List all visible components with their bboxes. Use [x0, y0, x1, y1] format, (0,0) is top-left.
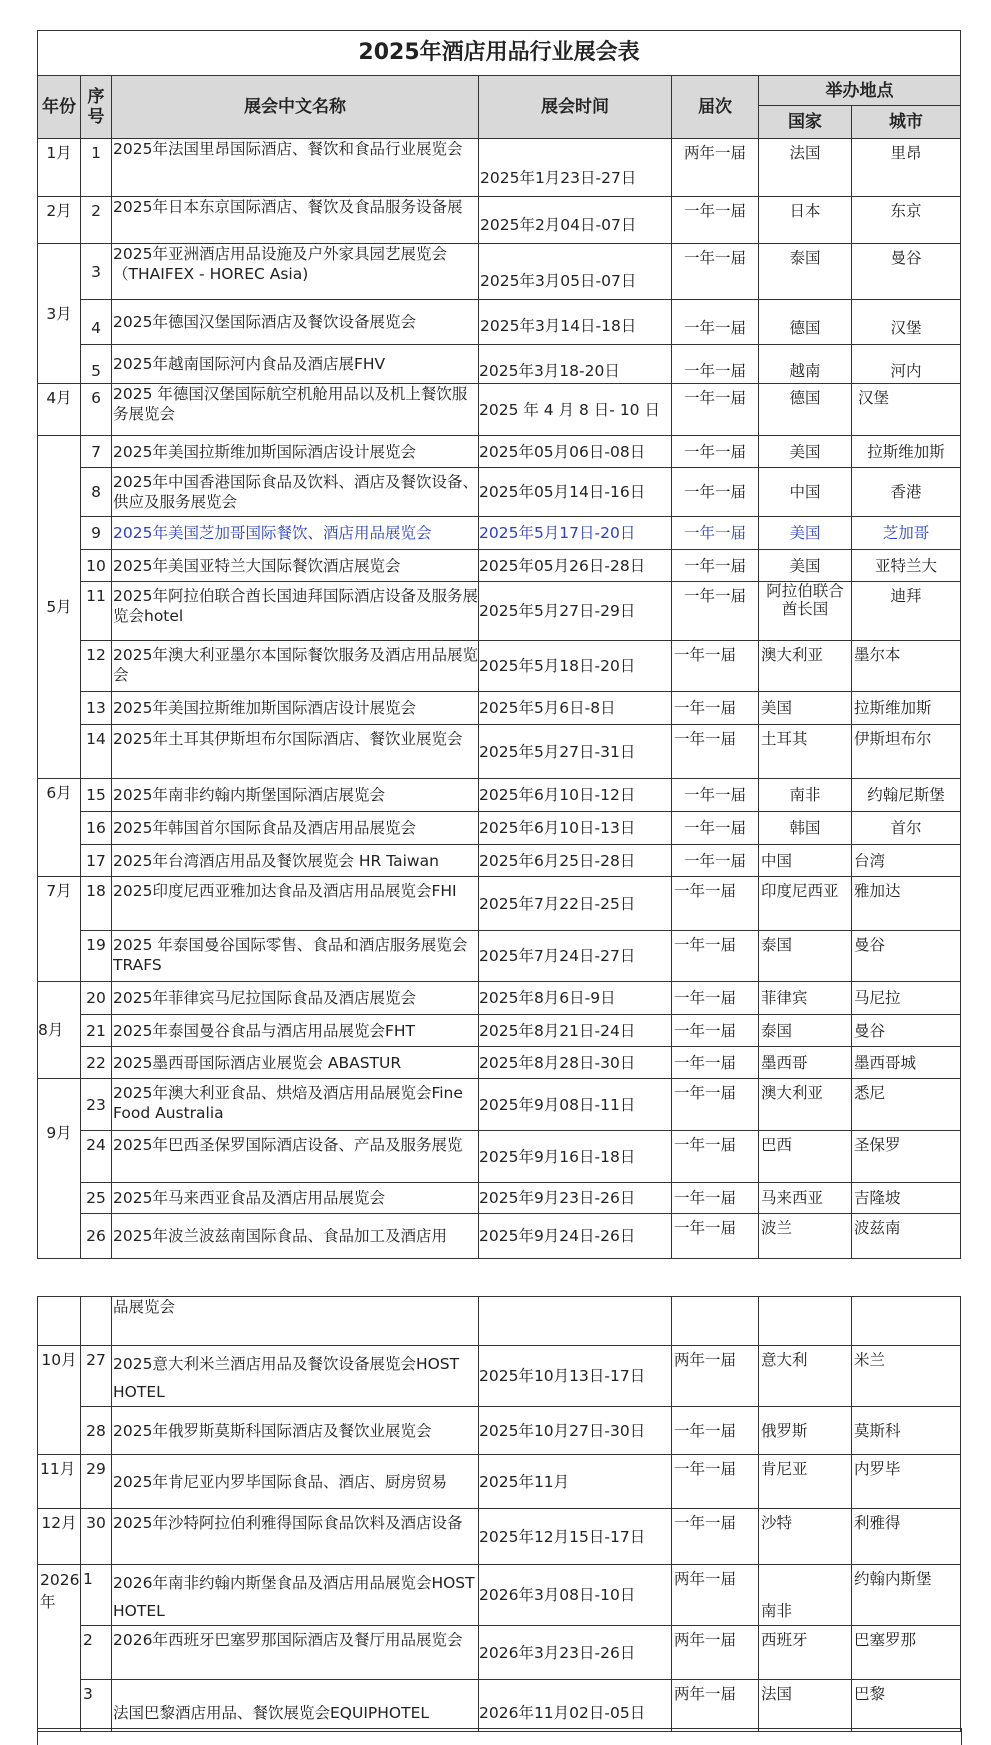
time-cell: 2025年9月24日-26日 — [479, 1214, 672, 1259]
table-row — [38, 641, 961, 692]
country-cell: 肯尼亚 — [759, 1455, 852, 1509]
month-cell: 3月 — [38, 244, 81, 384]
time-cell: 2025年9月16日-18日 — [479, 1131, 672, 1183]
time-cell: 2025年3月18-20日 — [479, 345, 672, 384]
name-cell: 2025年台湾酒店用品及餐饮展览会 HR Taiwan — [112, 845, 479, 877]
name-cell: 2025年美国拉斯维加斯国际酒店设计展览会 — [112, 436, 479, 468]
seq-cell: 4 — [81, 300, 112, 345]
time-cell: 2026年11月02日-05日 — [479, 1680, 672, 1732]
header-seq: 序号 — [81, 76, 112, 139]
seq-cell: 1 — [81, 1565, 112, 1626]
seq-cell: 23 — [81, 1079, 112, 1131]
month-cell: 2月 — [38, 197, 81, 244]
seq-cell: 27 — [81, 1346, 112, 1407]
month-cell: 2026年 — [38, 1565, 81, 1732]
name-cell: 2026年西班牙巴塞罗那国际酒店及餐厅用品展览会 — [112, 1626, 479, 1680]
time-cell: 2026年3月08日-10日 — [479, 1565, 672, 1626]
table-row — [38, 1015, 961, 1047]
table-row — [38, 845, 961, 877]
time-cell: 2025年5月27日-29日 — [479, 582, 672, 641]
country-cell: 马来西亚 — [759, 1183, 852, 1214]
city-cell: 巴塞罗那 — [852, 1626, 961, 1680]
seq-cell: 22 — [81, 1047, 112, 1079]
time-cell: 2025年3月14日-18日 — [479, 300, 672, 345]
seq-cell: 16 — [81, 812, 112, 845]
table-row — [38, 1565, 961, 1626]
session-cell: 一年一届 — [672, 1079, 759, 1131]
month-cell: 9月 — [38, 1079, 81, 1259]
table-row — [38, 692, 961, 725]
time-cell: 2025 年 4 月 8 日- 10 日 — [479, 384, 672, 436]
month-cell: 10月 — [38, 1346, 81, 1455]
city-cell: 悉尼 — [852, 1079, 961, 1131]
time-cell: 2025年8月21日-24日 — [479, 1015, 672, 1047]
city-cell: 东京 — [852, 197, 961, 244]
seq-cell: 19 — [81, 931, 112, 982]
name-cell: 2025年巴西圣保罗国际酒店设备、产品及服务展览 — [112, 1131, 479, 1183]
city-cell: 汉堡 — [852, 384, 961, 436]
time-cell: 2025年10月13日-17日 — [479, 1346, 672, 1407]
country-cell: 德国 — [759, 300, 852, 345]
time-cell: 2025年8月28日-30日 — [479, 1047, 672, 1079]
name-cell: 2025年澳大利亚食品、烘焙及酒店用品展览会Fine Food Australia — [112, 1079, 479, 1131]
time-cell: 2025年05月06日-08日 — [479, 436, 672, 468]
name-cell: 2025年德国汉堡国际酒店及餐饮设备展览会 — [112, 300, 479, 345]
session-cell: 一年一届 — [672, 877, 759, 931]
city-cell: 内罗毕 — [852, 1455, 961, 1509]
seq-cell: 9 — [81, 517, 112, 550]
time-cell: 2025年6月25日-28日 — [479, 845, 672, 877]
name-cell: 2025年法国里昂国际酒店、餐饮和食品行业展览会 — [112, 139, 479, 197]
seq-cell: 26 — [81, 1214, 112, 1259]
city-cell: 汉堡 — [852, 300, 961, 345]
table-continuation-edge — [37, 1728, 962, 1745]
seq-cell: 11 — [81, 582, 112, 641]
city-cell: 曼谷 — [852, 244, 961, 300]
name-cell: 2025年沙特阿拉伯利雅得国际食品饮料及酒店设备 — [112, 1509, 479, 1565]
session-cell: 一年一届 — [672, 1131, 759, 1183]
seq-cell: 6 — [81, 384, 112, 436]
header-time: 展会时间 — [479, 76, 672, 139]
city-cell: 圣保罗 — [852, 1131, 961, 1183]
header-name: 展会中文名称 — [112, 76, 479, 139]
session-cell: 两年一届 — [672, 1680, 759, 1732]
header-year: 年份 — [38, 76, 81, 139]
session-cell: 一年一届 — [672, 1047, 759, 1079]
seq-cell: 15 — [81, 779, 112, 812]
seq-cell: 1 — [81, 139, 112, 197]
city-cell: 墨尔本 — [852, 641, 961, 692]
time-cell: 2025年2月04日-07日 — [479, 197, 672, 244]
country-cell: 泰国 — [759, 1015, 852, 1047]
country-cell: 中国 — [759, 468, 852, 517]
name-cell: 2025年土耳其伊斯坦布尔国际酒店、餐饮业展览会 — [112, 725, 479, 779]
month-cell-empty — [38, 1297, 81, 1346]
header-session: 届次 — [672, 76, 759, 139]
city-cell: 利雅得 — [852, 1509, 961, 1565]
time-cell-empty — [479, 1297, 672, 1346]
seq-cell: 7 — [81, 436, 112, 468]
name-cell: 2025年美国芝加哥国际餐饮、酒店用品展览会 — [112, 517, 479, 550]
city-cell: 河内 — [852, 345, 961, 384]
time-cell: 2025年6月10日-13日 — [479, 812, 672, 845]
city-cell: 吉隆坡 — [852, 1183, 961, 1214]
country-cell: 美国 — [759, 550, 852, 582]
city-cell: 亚特兰大 — [852, 550, 961, 582]
name-cell: 2025印度尼西亚雅加达食品及酒店用品展览会FHI — [112, 877, 479, 931]
city-cell: 伊斯坦布尔 — [852, 725, 961, 779]
time-cell: 2025年9月08日-11日 — [479, 1079, 672, 1131]
name-cell: 2025 年泰国曼谷国际零售、食品和酒店服务展览会TRAFS — [112, 931, 479, 982]
month-cell: 11月 — [38, 1455, 81, 1509]
country-cell: 阿拉伯联合 酋长国 — [759, 582, 852, 641]
city-cell: 米兰 — [852, 1346, 961, 1407]
country-cell: 印度尼西亚 — [759, 877, 852, 931]
time-cell: 2025年12月15日-17日 — [479, 1509, 672, 1565]
city-cell: 约翰尼斯堡 — [852, 779, 961, 812]
name-cell: 2025年美国拉斯维加斯国际酒店设计展览会 — [112, 692, 479, 725]
name-cell: 2025年越南国际河内食品及酒店展FHV — [112, 345, 479, 384]
country-cell: 泰国 — [759, 931, 852, 982]
table-row — [38, 300, 961, 345]
table-row — [38, 1079, 961, 1131]
city-cell: 莫斯科 — [852, 1407, 961, 1455]
name-cell: 2025墨西哥国际酒店业展览会 ABASTUR — [112, 1047, 479, 1079]
table-row — [38, 139, 961, 197]
session-cell: 一年一届 — [672, 845, 759, 877]
session-cell: 一年一届 — [672, 1407, 759, 1455]
header-city: 城市 — [852, 106, 961, 139]
session-cell: 一年一届 — [672, 197, 759, 244]
table-row — [38, 1455, 961, 1509]
time-cell: 2025年9月23日-26日 — [479, 1183, 672, 1214]
table-row — [38, 384, 961, 436]
session-cell: 一年一届 — [672, 517, 759, 550]
seq-cell: 5 — [81, 345, 112, 384]
session-cell: 一年一届 — [672, 692, 759, 725]
session-cell: 两年一届 — [672, 1346, 759, 1407]
city-cell: 首尔 — [852, 812, 961, 845]
country-cell: 土耳其 — [759, 725, 852, 779]
city-cell: 拉斯维加斯 — [852, 436, 961, 468]
country-cell: 墨西哥 — [759, 1047, 852, 1079]
table-row — [38, 1047, 961, 1079]
table-row — [38, 1183, 961, 1214]
seq-cell: 30 — [81, 1509, 112, 1565]
seq-cell: 17 — [81, 845, 112, 877]
city-cell: 香港 — [852, 468, 961, 517]
time-cell: 2025年05月14日-16日 — [479, 468, 672, 517]
session-cell: 一年一届 — [672, 436, 759, 468]
seq-cell: 29 — [81, 1455, 112, 1509]
name-cell: 法国巴黎酒店用品、餐饮展览会EQUIPHOTEL — [112, 1680, 479, 1732]
country-cell: 美国 — [759, 692, 852, 725]
seq-cell: 28 — [81, 1407, 112, 1455]
seq-cell: 25 — [81, 1183, 112, 1214]
seq-cell: 12 — [81, 641, 112, 692]
city-cell: 波兹南 — [852, 1214, 961, 1259]
table-row — [38, 197, 961, 244]
session-cell: 一年一届 — [672, 931, 759, 982]
country-cell: 菲律宾 — [759, 982, 852, 1015]
seq-cell: 14 — [81, 725, 112, 779]
month-cell: 1月 — [38, 139, 81, 197]
city-cell: 墨西哥城 — [852, 1047, 961, 1079]
seq-cell: 18 — [81, 877, 112, 931]
session-cell: 一年一届 — [672, 1015, 759, 1047]
table-title: 2025年酒店用品行业展会表 — [38, 31, 961, 76]
name-cell: 2025年波兰波兹南国际食品、食品加工及酒店用 — [112, 1214, 479, 1259]
name-cell: 2025 年德国汉堡国际航空机舱用品以及机上餐饮服务展览会 — [112, 384, 479, 436]
session-cell: 一年一届 — [672, 550, 759, 582]
table-row — [38, 1346, 961, 1407]
table-row-continuation — [38, 1297, 961, 1346]
country-cell: 美国 — [759, 517, 852, 550]
month-cell: 4月 — [38, 384, 81, 436]
session-cell: 一年一届 — [672, 300, 759, 345]
name-cell: 2025年澳大利亚墨尔本国际餐饮服务及酒店用品展览会 — [112, 641, 479, 692]
name-cell: 2025年韩国首尔国际食品及酒店用品展览会 — [112, 812, 479, 845]
seq-cell: 20 — [81, 982, 112, 1015]
table-row — [38, 725, 961, 779]
name-cell: 2025年中国香港国际食品及饮料、酒店及餐饮设备、供应及服务展览会 — [112, 468, 479, 517]
city-cell: 曼谷 — [852, 1015, 961, 1047]
month-cell: 6月 — [38, 779, 81, 877]
time-cell: 2025年7月24日-27日 — [479, 931, 672, 982]
time-cell: 2025年3月05日-07日 — [479, 244, 672, 300]
seq-cell: 8 — [81, 468, 112, 517]
name-cell: 2025年阿拉伯联合酋长国迪拜国际酒店设备及服务展览会hotel — [112, 582, 479, 641]
time-cell: 2025年5月17日-20日 — [479, 517, 672, 550]
seq-cell: 13 — [81, 692, 112, 725]
session-cell: 一年一届 — [672, 345, 759, 384]
time-cell: 2025年05月26日-28日 — [479, 550, 672, 582]
country-cell: 中国 — [759, 845, 852, 877]
table-row — [38, 436, 961, 468]
table-row — [38, 1131, 961, 1183]
seq-cell: 2 — [81, 197, 112, 244]
table-row — [38, 582, 961, 641]
seq-cell: 2 — [81, 1626, 112, 1680]
header-venue: 举办地点 — [759, 76, 961, 106]
country-cell: 韩国 — [759, 812, 852, 845]
city-cell: 迪拜 — [852, 582, 961, 641]
name-cell: 2025年亚洲酒店用品设施及户外家具园艺展览会（THAIFEX - HOREC Asia) — [112, 244, 479, 300]
session-cell: 一年一届 — [672, 468, 759, 517]
table-row — [38, 931, 961, 982]
city-cell: 曼谷 — [852, 931, 961, 982]
seq-cell: 3 — [81, 244, 112, 300]
table-row — [38, 468, 961, 517]
country-cell: 沙特 — [759, 1509, 852, 1565]
table-row — [38, 877, 961, 931]
name-cell: 2026年南非约翰内斯堡食品及酒店用品展览会HOST HOTEL — [112, 1565, 479, 1626]
session-cell: 一年一届 — [672, 641, 759, 692]
month-cell: 12月 — [38, 1509, 81, 1565]
table-row — [38, 1509, 961, 1565]
country-cell-empty — [759, 1297, 852, 1346]
city-cell: 拉斯维加斯 — [852, 692, 961, 725]
session-cell: 两年一届 — [672, 1626, 759, 1680]
seq-cell: 24 — [81, 1131, 112, 1183]
city-cell: 芝加哥 — [852, 517, 961, 550]
session-cell: 一年一届 — [672, 1455, 759, 1509]
seq-cell-empty — [81, 1297, 112, 1346]
name-cell: 2025意大利米兰酒店用品及餐饮设备展览会HOST HOTEL — [112, 1346, 479, 1407]
session-cell: 一年一届 — [672, 384, 759, 436]
session-cell: 一年一届 — [672, 982, 759, 1015]
seq-cell: 10 — [81, 550, 112, 582]
table-row — [38, 779, 961, 812]
name-cell: 2025年南非约翰内斯堡国际酒店展览会 — [112, 779, 479, 812]
time-cell: 2025年5月18日-20日 — [479, 641, 672, 692]
table-row — [38, 1680, 961, 1732]
country-cell: 澳大利亚 — [759, 641, 852, 692]
time-cell: 2025年5月27日-31日 — [479, 725, 672, 779]
name-cell: 2025年肯尼亚内罗毕国际食品、酒店、厨房贸易 — [112, 1455, 479, 1509]
country-cell: 俄罗斯 — [759, 1407, 852, 1455]
country-cell: 南非 — [759, 779, 852, 812]
session-cell: 两年一届 — [672, 139, 759, 197]
city-cell: 台湾 — [852, 845, 961, 877]
country-cell: 南非 — [759, 1565, 852, 1626]
table-row — [38, 1407, 961, 1455]
session-cell: 一年一届 — [672, 582, 759, 641]
month-cell: 5月 — [38, 436, 81, 779]
country-cell: 波兰 — [759, 1214, 852, 1259]
country-cell: 意大利 — [759, 1346, 852, 1407]
country-cell: 日本 — [759, 197, 852, 244]
city-cell: 巴黎 — [852, 1680, 961, 1732]
time-cell: 2025年10月27日-30日 — [479, 1407, 672, 1455]
time-cell: 2025年8月6日-9日 — [479, 982, 672, 1015]
table-row — [38, 244, 961, 300]
name-cell: 2025年菲律宾马尼拉国际食品及酒店展览会 — [112, 982, 479, 1015]
header-country: 国家 — [759, 106, 852, 139]
time-cell: 2025年1月23日-27日 — [479, 139, 672, 197]
name-cell: 2025年日本东京国际酒店、餐饮及食品服务设备展 — [112, 197, 479, 244]
city-cell: 里昂 — [852, 139, 961, 197]
session-cell: 一年一届 — [672, 1214, 759, 1259]
name-cell: 2025年泰国曼谷食品与酒店用品展览会FHT — [112, 1015, 479, 1047]
name-cell: 品展览会 — [112, 1297, 479, 1346]
table-row — [38, 550, 961, 582]
name-cell: 2025年俄罗斯莫斯科国际酒店及餐饮业展览会 — [112, 1407, 479, 1455]
country-cell: 越南 — [759, 345, 852, 384]
name-cell: 2025年马来西亚食品及酒店用品展览会 — [112, 1183, 479, 1214]
country-cell: 法国 — [759, 1680, 852, 1732]
session-cell-empty — [672, 1297, 759, 1346]
city-cell: 马尼拉 — [852, 982, 961, 1015]
table-row-highlighted — [38, 517, 961, 550]
session-cell: 两年一届 — [672, 1565, 759, 1626]
time-cell: 2025年6月10日-12日 — [479, 779, 672, 812]
city-cell-empty — [852, 1297, 961, 1346]
session-cell: 一年一届 — [672, 812, 759, 845]
session-cell: 一年一届 — [672, 1183, 759, 1214]
table-row — [38, 1214, 961, 1259]
seq-cell: 21 — [81, 1015, 112, 1047]
table-row — [38, 1626, 961, 1680]
country-cell: 澳大利亚 — [759, 1079, 852, 1131]
session-cell: 一年一届 — [672, 779, 759, 812]
month-cell: 7月 — [38, 877, 81, 982]
seq-cell: 3 — [81, 1680, 112, 1732]
city-cell: 雅加达 — [852, 877, 961, 931]
session-cell: 一年一届 — [672, 244, 759, 300]
time-cell: 2026年3月23日-26日 — [479, 1626, 672, 1680]
country-cell: 美国 — [759, 436, 852, 468]
table-row — [38, 982, 961, 1015]
country-cell: 巴西 — [759, 1131, 852, 1183]
time-cell: 2025年5月6日-8日 — [479, 692, 672, 725]
time-cell: 2025年7月22日-25日 — [479, 877, 672, 931]
session-cell: 一年一届 — [672, 725, 759, 779]
session-cell: 一年一届 — [672, 1509, 759, 1565]
exhibition-table-part2 — [37, 1296, 961, 1732]
exhibition-table-part1 — [37, 30, 961, 1259]
name-cell: 2025年美国亚特兰大国际餐饮酒店展览会 — [112, 550, 479, 582]
table-row — [38, 812, 961, 845]
time-cell: 2025年11月 — [479, 1455, 672, 1509]
country-cell: 泰国 — [759, 244, 852, 300]
city-cell: 约翰内斯堡 — [852, 1565, 961, 1626]
table-row — [38, 345, 961, 384]
country-cell: 法国 — [759, 139, 852, 197]
country-cell: 西班牙 — [759, 1626, 852, 1680]
month-cell: 8月 — [38, 982, 81, 1079]
country-cell: 德国 — [759, 384, 852, 436]
